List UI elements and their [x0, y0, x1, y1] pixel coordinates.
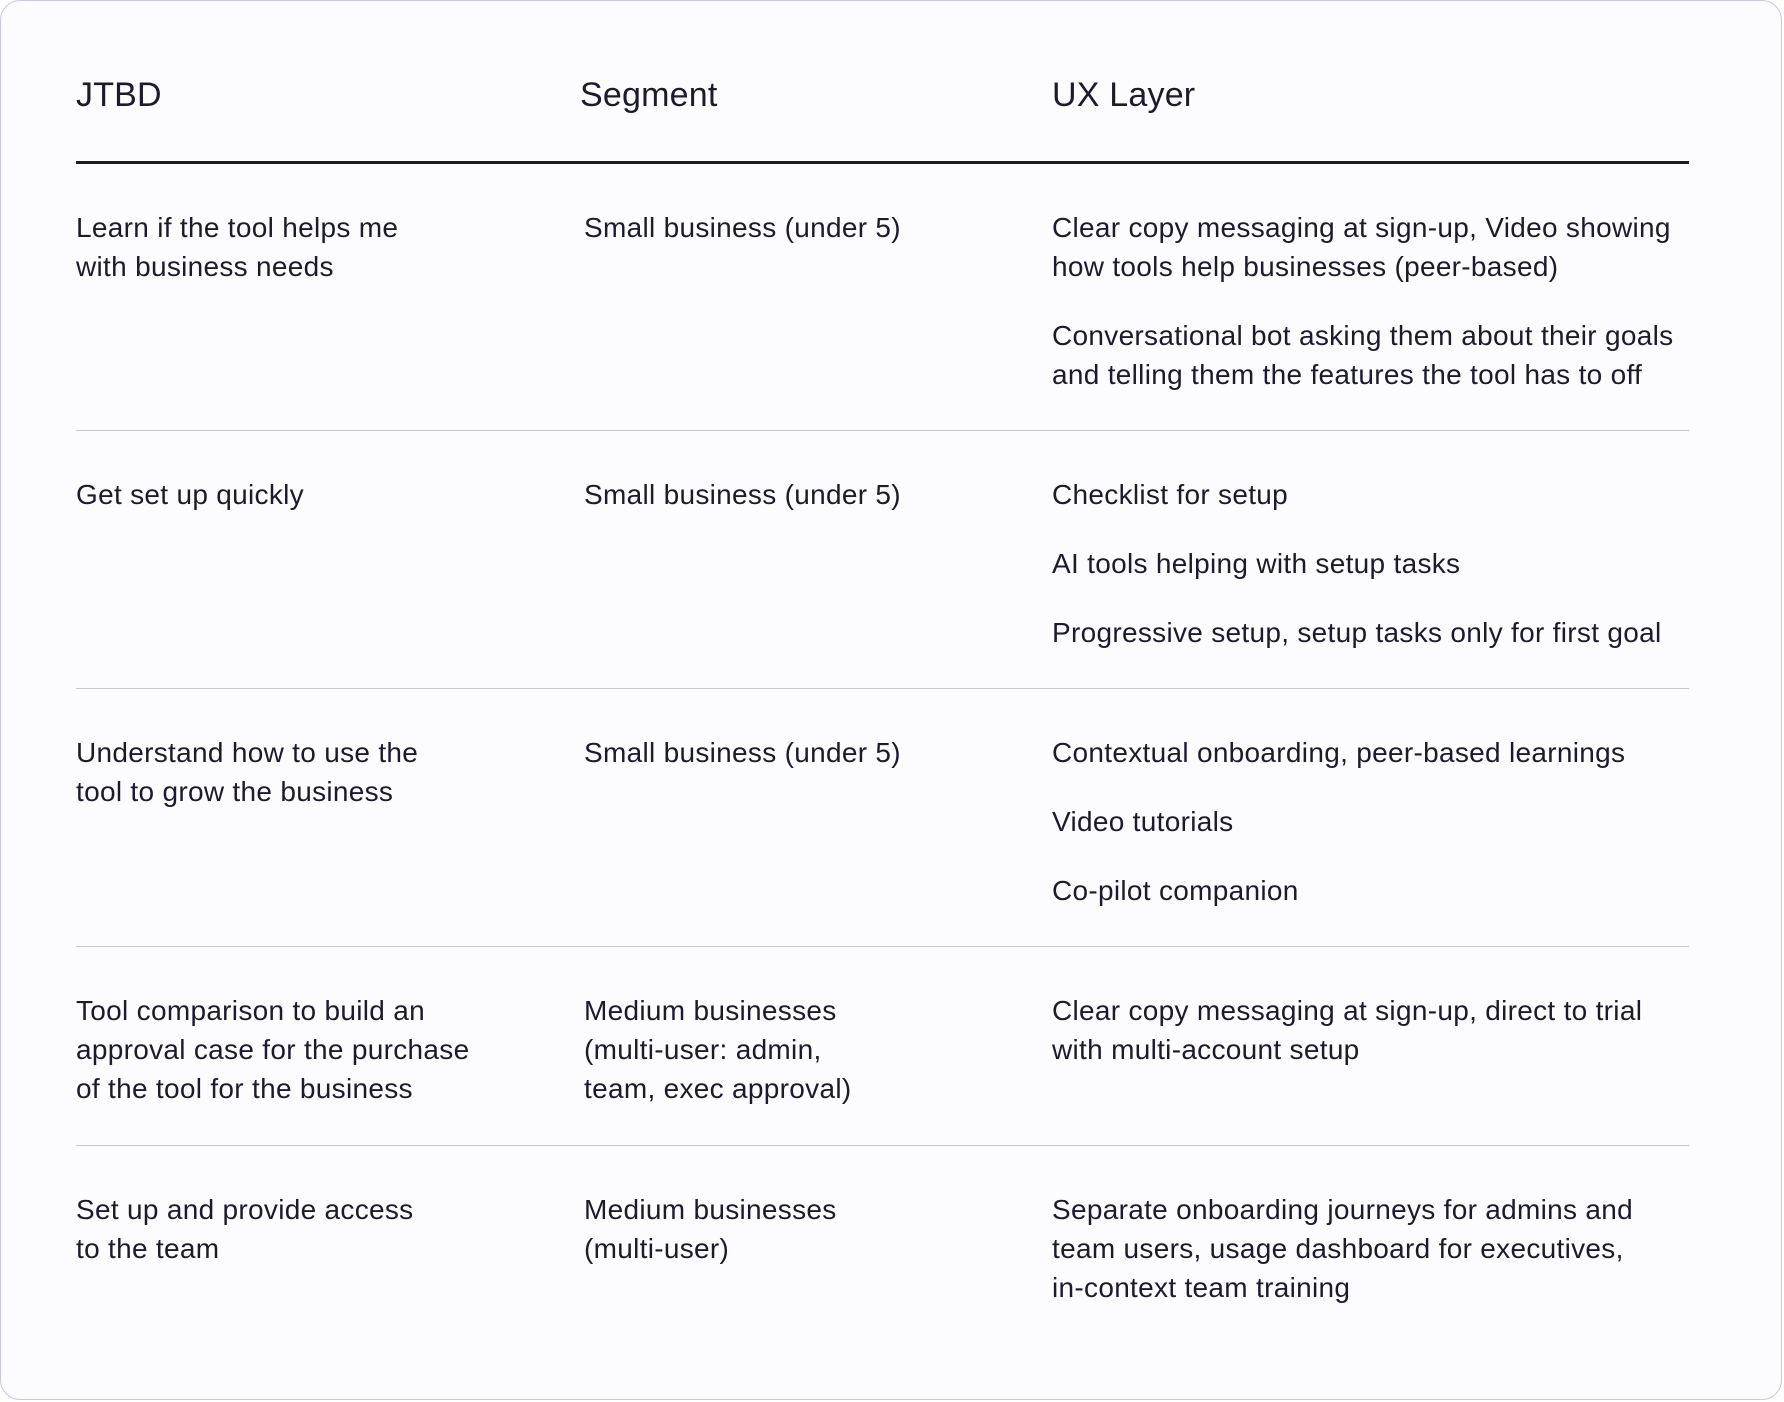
cell-jtbd: [76, 991, 516, 1108]
cell-jtbd: [76, 475, 516, 514]
ux-item: [1052, 802, 1732, 841]
cell-segment: [584, 475, 944, 514]
table-row: [76, 164, 1689, 431]
cell-line: Get set up quickly: [76, 479, 304, 510]
table-row: [76, 431, 1689, 689]
cell-line: and telling them the features the tool has to off: [1052, 359, 1643, 390]
cell-jtbd: [76, 208, 516, 286]
table-row: [76, 1146, 1689, 1372]
header-ux-layer: UX Layer: [1052, 76, 1196, 114]
cell-line: approval case for the purchase: [76, 1034, 470, 1065]
header-jtbd: JTBD: [76, 76, 162, 114]
cell-line: Learn if the tool helps me: [76, 212, 399, 243]
cell-line: in-context team training: [1052, 1272, 1351, 1303]
cell-line: Clear copy messaging at sign-up, Video showing: [1052, 212, 1671, 243]
cell-line: Understand how to use the: [76, 737, 419, 768]
cell-ux-layer: [1052, 208, 1732, 394]
cell-segment: [584, 1190, 944, 1268]
cell-line: AI tools helping with setup tasks: [1052, 548, 1461, 579]
cell-line: Small business (under 5): [584, 737, 901, 768]
ux-item: [1052, 1190, 1732, 1307]
cell-ux-layer: [1052, 733, 1732, 910]
cell-line: (multi-user: admin,: [584, 1034, 822, 1065]
ux-item: [1052, 208, 1732, 286]
cell-line: Small business (under 5): [584, 479, 901, 510]
cell-line: Contextual onboarding, peer-based learnings: [1052, 737, 1626, 768]
table-row: [76, 947, 1689, 1146]
cell-line: Set up and provide access: [76, 1194, 414, 1225]
cell-line: Clear copy messaging at sign-up, direct to trial: [1052, 995, 1643, 1026]
cell-line: with business needs: [76, 251, 334, 282]
cell-line: how tools help businesses (peer-based): [1052, 251, 1559, 282]
cell-line: Medium businesses: [584, 995, 837, 1026]
cell-line: to the team: [76, 1233, 220, 1264]
table-body: [76, 164, 1689, 1372]
cell-ux-layer: [1052, 1190, 1732, 1307]
jtbd-table: [76, 1, 1689, 1372]
cell-line: Small business (under 5): [584, 212, 901, 243]
ux-item: [1052, 544, 1732, 583]
cell-line: (multi-user): [584, 1233, 730, 1264]
cell-segment: [584, 733, 944, 772]
ux-item: [1052, 613, 1732, 652]
cell-line: Medium businesses: [584, 1194, 837, 1225]
cell-segment: [584, 991, 944, 1108]
cell-line: Progressive setup, setup tasks only for first goal: [1052, 617, 1662, 648]
cell-line: tool to grow the business: [76, 776, 394, 807]
cell-line: Separate onboarding journeys for admins and: [1052, 1194, 1634, 1225]
cell-ux-layer: [1052, 475, 1732, 652]
ux-item: [1052, 733, 1732, 772]
cell-segment: [584, 208, 944, 247]
cell-jtbd: [76, 733, 516, 811]
table-row: [76, 689, 1689, 947]
ux-item: [1052, 316, 1732, 394]
cell-ux-layer: [1052, 991, 1732, 1069]
cell-line: team, exec approval): [584, 1073, 852, 1104]
cell-jtbd: [76, 1190, 516, 1268]
header-segment: Segment: [580, 76, 718, 114]
cell-line: with multi-account setup: [1052, 1034, 1360, 1065]
cell-line: of the tool for the business: [76, 1073, 413, 1104]
cell-line: team users, usage dashboard for executives,: [1052, 1233, 1624, 1264]
cell-line: Tool comparison to build an: [76, 995, 425, 1026]
cell-line: Video tutorials: [1052, 806, 1234, 837]
cell-line: Co-pilot companion: [1052, 875, 1299, 906]
table-header: [76, 1, 1689, 164]
cell-line: Conversational bot asking them about their goals: [1052, 320, 1674, 351]
ux-item: [1052, 991, 1732, 1069]
ux-item: [1052, 871, 1732, 910]
cell-line: Checklist for setup: [1052, 479, 1289, 510]
ux-item: [1052, 475, 1732, 514]
